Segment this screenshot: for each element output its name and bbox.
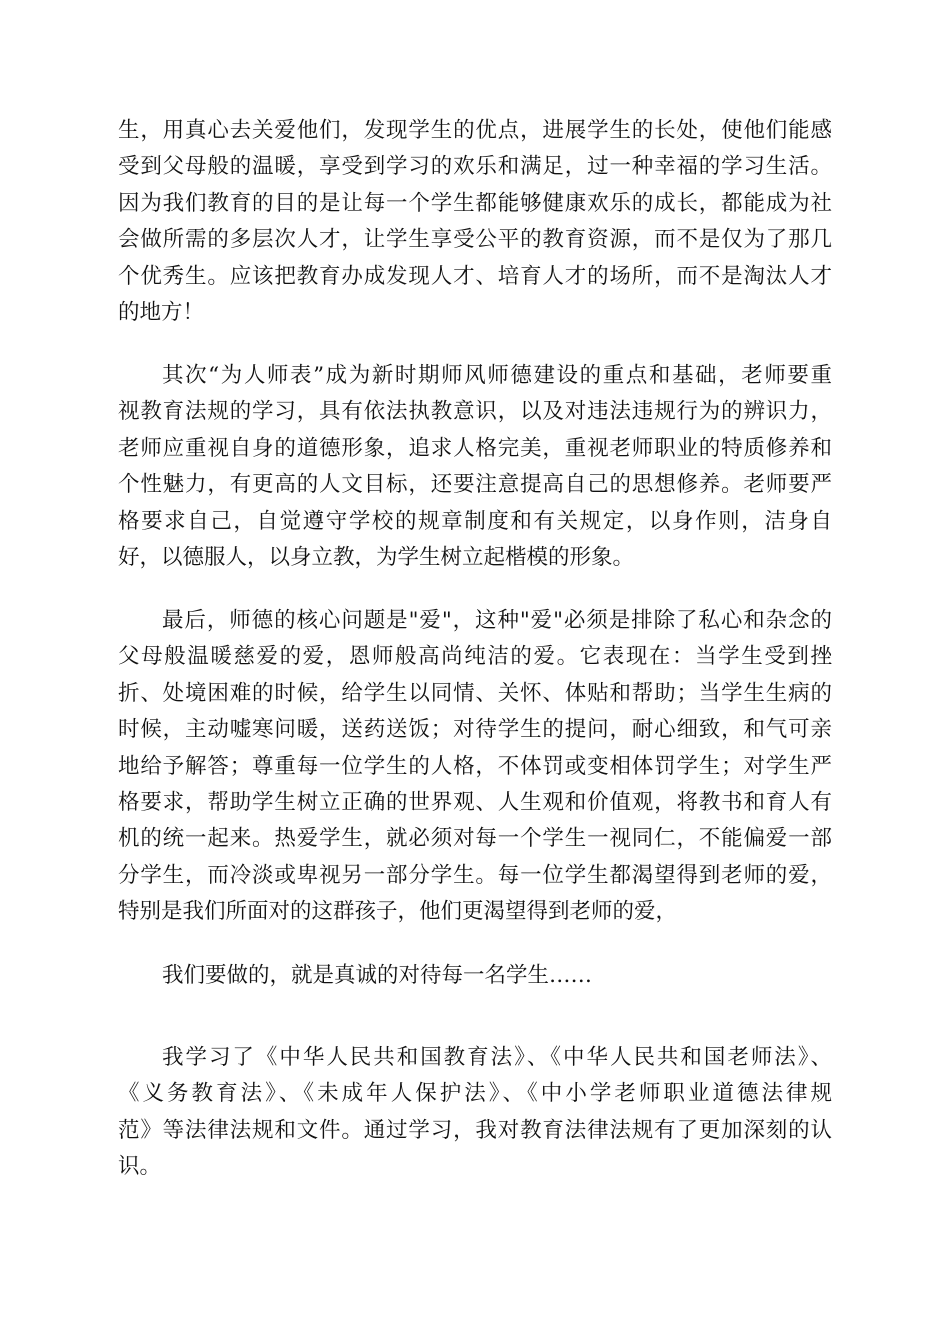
paragraph-line: 范》等法律法规和文件。通过学习，我对教育法律法规有了更加深刻的认: [118, 1117, 832, 1143]
paragraph-line: 生，用真心去关爱他们，发现学生的优点，进展学生的长处，使他们能感: [118, 118, 832, 143]
paragraph-3: [118, 603, 832, 931]
paragraph-line: 的地方！: [118, 299, 205, 325]
paragraph-1: [118, 113, 832, 331]
paragraph-line: 受到父母般的温暖，享受到学习的欢乐和满足，过一种幸福的学习生活。: [118, 154, 832, 180]
paragraph-line: 《义务教育法》、《未成年人保护法》、《中小学老师职业道德法律规: [118, 1081, 832, 1107]
paragraph-line: 会做所需的多层次人才，让学生享受公平的教育资源，而不是仅为了那几: [118, 227, 832, 253]
paragraph-line: 个优秀生。应该把教育办成发现人才、培育人才的场所，而不是淘汰人才: [118, 263, 832, 289]
paragraph-4: [118, 958, 832, 994]
paragraph-line: 特别是我们所面对的这群孩子，他们更渴望得到老师的爱，: [118, 899, 678, 925]
paragraph-line: 我们要做的，就是真诚的对待每一名学生……: [162, 963, 593, 988]
paragraph-line: 机的统一起来。热爱学生，就必须对每一个学生一视同仁，不能偏爱一部: [118, 826, 832, 852]
paragraph-line: 我学习了《中华人民共和国教育法》、《中华人民共和国老师法》、: [162, 1045, 832, 1070]
paragraph-line: 其次“为人师表”成为新时期师风师德建设的重点和基础，老师要重: [162, 363, 832, 388]
paragraph-2: [118, 358, 832, 576]
paragraph-5: [118, 1040, 832, 1186]
paragraph-line: 父母般温暖慈爱的爱，恩师般高尚纯洁的爱。它表现在：当学生受到挫: [118, 644, 832, 670]
paragraph-line: 格要求自己，自觉遵守学校的规章制度和有关规定，以身作则，洁身自: [118, 508, 832, 534]
paragraph-line: 因为我们教育的目的是让每一个学生都能够健康欢乐的成长，都能成为社: [118, 190, 832, 216]
paragraph-line: 最后，师德的核心问题是"爱"，这种"爱"必须是排除了私心和杂念的: [162, 608, 832, 633]
paragraph-line: 分学生，而冷淡或卑视另一部分学生。每一位学生都渴望得到老师的爱，: [118, 862, 832, 888]
paragraph-line: 识。: [118, 1154, 162, 1180]
paragraph-line: 格要求，帮助学生树立正确的世界观、人生观和价值观，将教书和育人有: [118, 789, 832, 815]
paragraph-line: 折、处境困难的时候，给学生以同情、关怀、体贴和帮助；当学生生病的: [118, 680, 832, 706]
paragraph-line: 好，以德服人，以身立教，为学生树立起楷模的形象。: [118, 544, 635, 570]
paragraph-line: 地给予解答；尊重每一位学生的人格，不体罚或变相体罚学生；对学生严: [118, 753, 832, 779]
paragraph-line: 视教育法规的学习，具有依法执教意识，以及对违法违规行为的辨识力，: [118, 399, 832, 425]
paragraph-line: 老师应重视自身的道德形象，追求人格完美，重视老师职业的特质修养和: [118, 435, 832, 461]
paragraph-line: 个性魅力，有更高的人文目标，还要注意提高自己的思想修养。老师要严: [118, 472, 832, 498]
paragraph-line: 时候，主动嘘寒问暖，送药送饭；对待学生的提问，耐心细致，和气可亲: [118, 717, 832, 743]
